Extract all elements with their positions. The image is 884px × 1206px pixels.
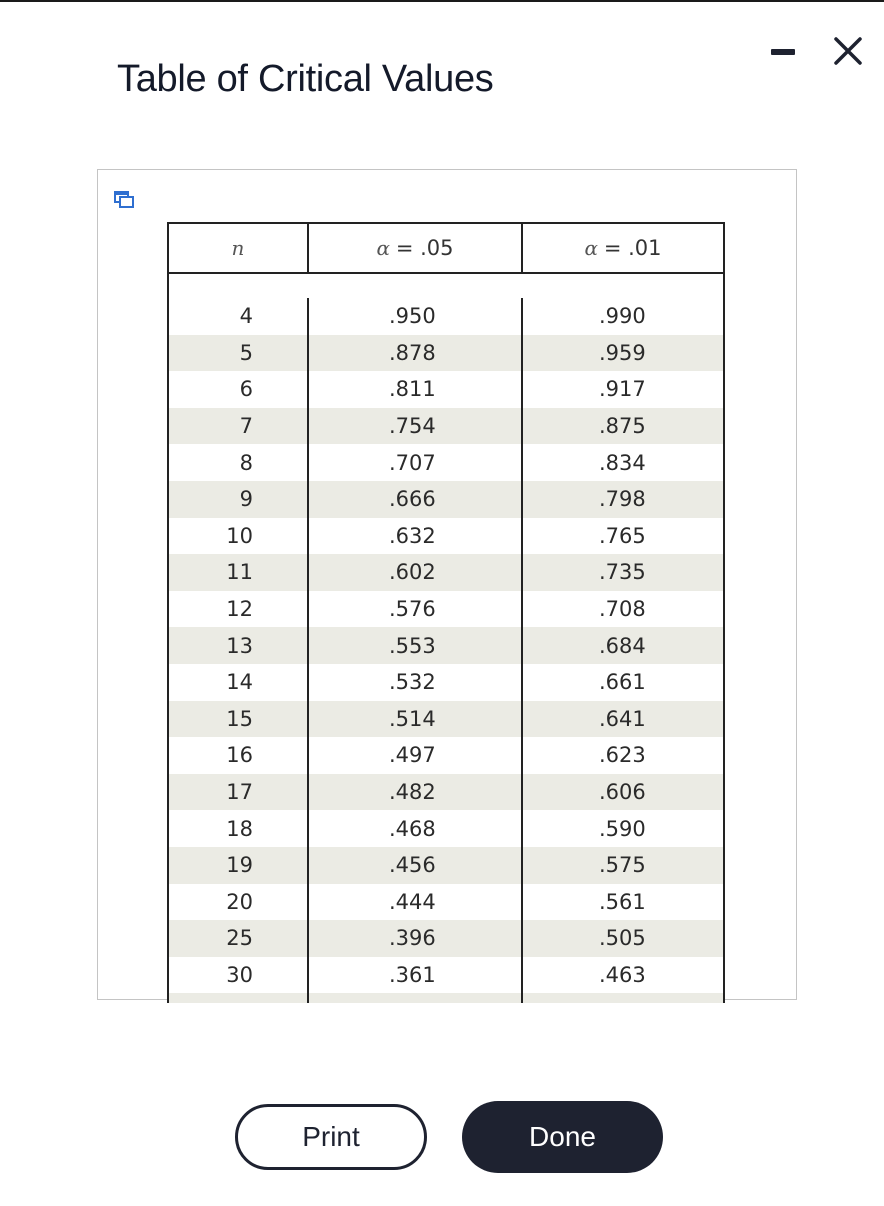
minimize-icon	[771, 49, 795, 55]
cell-alpha-01: .834	[521, 444, 723, 481]
cell-n: 30	[226, 962, 253, 987]
table-row	[169, 884, 723, 921]
header-n: n	[231, 236, 245, 260]
cell-alpha-01: .798	[521, 481, 723, 518]
table-panel	[97, 169, 797, 1000]
cell-alpha-05: .396	[307, 920, 521, 957]
table-row	[169, 701, 723, 738]
cell-n: 11	[226, 560, 253, 585]
cell-alpha-01: .875	[521, 408, 723, 445]
table-row	[169, 554, 723, 591]
cell-alpha-05: .456	[307, 847, 521, 884]
table-row	[169, 774, 723, 811]
cell-alpha-01: .661	[521, 664, 723, 701]
table-row	[169, 371, 723, 408]
cell-alpha-05: .514	[307, 701, 521, 738]
open-in-new-window-icon	[113, 189, 135, 211]
cell-alpha-01: .684	[521, 627, 723, 664]
cell-alpha-01: .765	[521, 518, 723, 555]
cell-alpha-05: .482	[307, 774, 521, 811]
close-icon	[828, 31, 868, 71]
table-row	[169, 444, 723, 481]
cell-alpha-01: .641	[521, 701, 723, 738]
cell-n: 7	[239, 414, 253, 439]
cell-alpha-01: .623	[521, 737, 723, 774]
cell-alpha-05: .576	[307, 591, 521, 628]
cell-alpha-05: .950	[307, 298, 521, 335]
table-row	[169, 957, 723, 994]
cell-alpha-05: .632	[307, 518, 521, 555]
table-row-partial	[169, 993, 723, 1003]
cell-alpha-05: .878	[307, 335, 521, 372]
cell-alpha-05: .602	[307, 554, 521, 591]
cell-alpha-05: .754	[307, 408, 521, 445]
cell-alpha-01: .917	[521, 371, 723, 408]
cell-alpha-05: .468	[307, 810, 521, 847]
cell-n: 25	[226, 926, 253, 951]
cell-n: 4	[239, 304, 253, 329]
popout-button[interactable]	[113, 189, 135, 211]
cell-alpha-01: .590	[521, 810, 723, 847]
table-body	[169, 274, 723, 1003]
cell-alpha-05: .553	[307, 627, 521, 664]
table-row	[169, 481, 723, 518]
cell-n: 12	[226, 597, 253, 622]
header-alpha-01: α = .01	[521, 224, 723, 272]
print-button[interactable]: Print	[235, 1104, 427, 1170]
cell-alpha-05: .361	[307, 957, 521, 994]
cell-n: 18	[226, 816, 253, 841]
close-button[interactable]	[828, 31, 868, 71]
cell-alpha-01: .990	[521, 298, 723, 335]
cell-n: 14	[226, 670, 253, 695]
cell-n: 9	[239, 487, 253, 512]
cell-alpha-01: .505	[521, 920, 723, 957]
cell-alpha-01: .735	[521, 554, 723, 591]
table-header	[169, 224, 723, 274]
cell-n: 8	[239, 450, 253, 475]
cell-n: 10	[226, 523, 253, 548]
cell-alpha-01: .575	[521, 847, 723, 884]
cell-alpha-05: .444	[307, 884, 521, 921]
cell-alpha-05: .811	[307, 371, 521, 408]
cell-n: 5	[239, 340, 253, 365]
cell-alpha-01: .561	[521, 884, 723, 921]
done-button[interactable]: Done	[462, 1101, 663, 1173]
table-row	[169, 298, 723, 335]
cell-n: 19	[226, 853, 253, 878]
table-row	[169, 408, 723, 445]
cell-alpha-05: .666	[307, 481, 521, 518]
cell-alpha-01: .606	[521, 774, 723, 811]
table-row	[169, 627, 723, 664]
table-row	[169, 737, 723, 774]
cell-n: 6	[239, 377, 253, 402]
table-row	[169, 920, 723, 957]
cell-n: 17	[226, 780, 253, 805]
table-row	[169, 518, 723, 555]
critical-values-table	[167, 222, 725, 1003]
table-row	[169, 664, 723, 701]
cell-n: 13	[226, 633, 253, 658]
cell-n: 16	[226, 743, 253, 768]
table-row	[169, 591, 723, 628]
cell-alpha-05: .707	[307, 444, 521, 481]
table-row	[169, 810, 723, 847]
cell-alpha-01: .708	[521, 591, 723, 628]
table-row	[169, 847, 723, 884]
cell-alpha-01: .463	[521, 957, 723, 994]
header-alpha-05: α = .05	[307, 224, 521, 272]
cell-alpha-01: .959	[521, 335, 723, 372]
cell-alpha-05: .532	[307, 664, 521, 701]
table-row	[169, 335, 723, 372]
window-top-border	[0, 0, 884, 2]
minimize-button[interactable]	[768, 45, 798, 59]
cell-n: 15	[226, 706, 253, 731]
cell-alpha-05: .497	[307, 737, 521, 774]
dialog-title: Table of Critical Values	[117, 58, 494, 100]
cell-n: 20	[226, 889, 253, 914]
